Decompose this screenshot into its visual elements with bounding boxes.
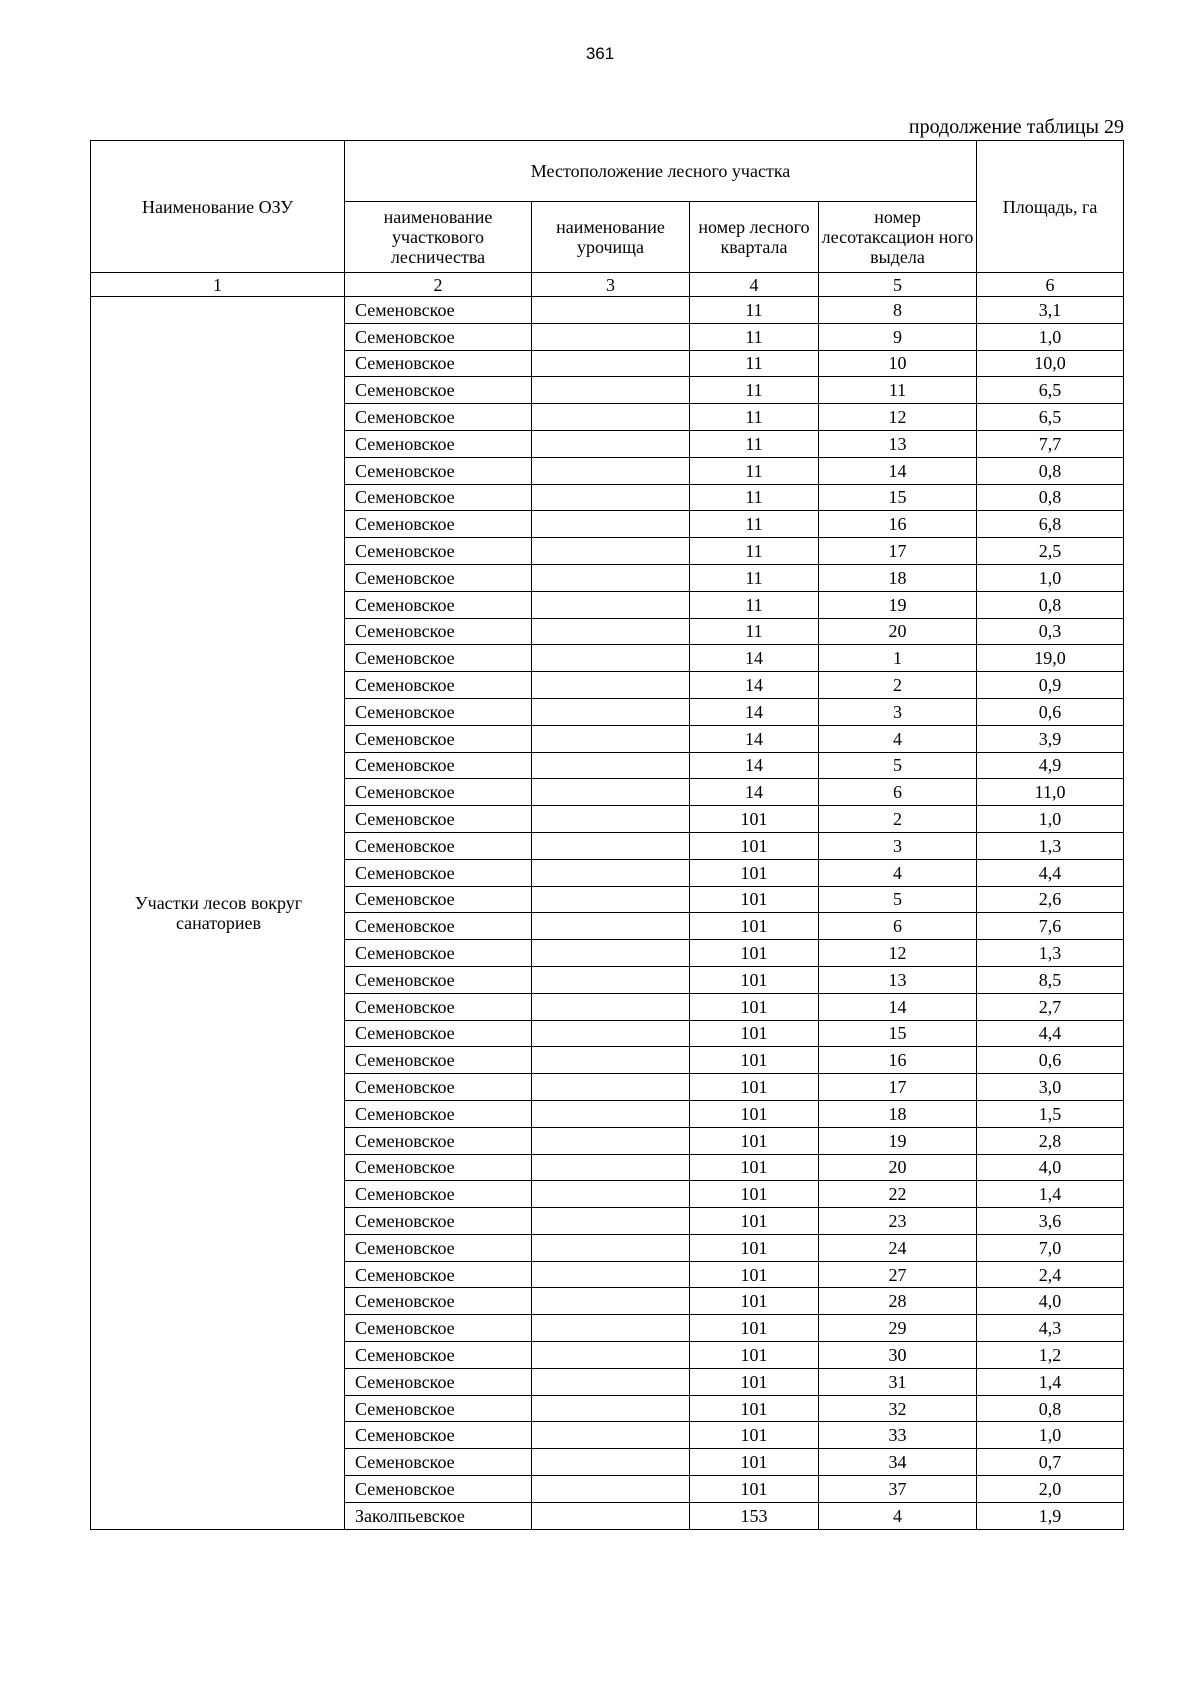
forest-quarter-cell: 101 — [690, 1234, 819, 1261]
forestry-unit-cell: Семеновское — [345, 1154, 532, 1181]
forestry-unit-cell: Семеновское — [345, 779, 532, 806]
forestry-unit-cell: Семеновское — [345, 1181, 532, 1208]
forest-quarter-cell: 101 — [690, 859, 819, 886]
forestry-unit-cell: Семеновское — [345, 1047, 532, 1074]
forest-quarter-cell: 101 — [690, 1422, 819, 1449]
tract-cell — [532, 1368, 690, 1395]
forest-quarter-cell: 101 — [690, 1047, 819, 1074]
forestry-unit-cell: Семеновское — [345, 430, 532, 457]
forestry-unit-cell: Семеновское — [345, 1342, 532, 1369]
tract-cell — [532, 725, 690, 752]
forestry-unit-cell: Семеновское — [345, 404, 532, 431]
tract-cell — [532, 1449, 690, 1476]
forest-quarter-cell: 101 — [690, 1288, 819, 1315]
forest-quarter-cell: 11 — [690, 404, 819, 431]
forest-quarter-cell: 101 — [690, 940, 819, 967]
tract-cell — [532, 350, 690, 377]
tract-cell — [532, 1288, 690, 1315]
forestry-unit-cell: Семеновское — [345, 806, 532, 833]
forestry-unit-cell: Заколпьевское — [345, 1502, 532, 1529]
area-cell: 0,9 — [977, 672, 1124, 699]
forestry-unit-cell: Семеновское — [345, 297, 532, 324]
area-cell: 2,7 — [977, 993, 1124, 1020]
forestry-unit-cell: Семеновское — [345, 350, 532, 377]
table-continuation-label: продолжение таблицы 29 — [908, 116, 1124, 138]
forestry-unit-cell: Семеновское — [345, 1315, 532, 1342]
table-row — [91, 297, 1124, 324]
area-cell: 2,0 — [977, 1476, 1124, 1503]
forest-quarter-cell: 101 — [690, 806, 819, 833]
forest-quarter-cell: 101 — [690, 1127, 819, 1154]
forest-quarter-cell: 101 — [690, 966, 819, 993]
forest-quarter-cell: 11 — [690, 323, 819, 350]
tract-cell — [532, 1395, 690, 1422]
tract-cell — [532, 1047, 690, 1074]
header-location: Местоположение лесного участка — [345, 141, 977, 202]
forest-quarter-cell: 11 — [690, 484, 819, 511]
tract-cell — [532, 430, 690, 457]
column-number: 2 — [345, 273, 532, 297]
taxation-plot-cell: 12 — [819, 940, 977, 967]
forestry-unit-cell: Семеновское — [345, 1208, 532, 1235]
forestry-unit-cell: Семеновское — [345, 1449, 532, 1476]
forestry-unit-cell: Семеновское — [345, 940, 532, 967]
tract-cell — [532, 1181, 690, 1208]
tract-cell — [532, 1342, 690, 1369]
area-cell: 1,5 — [977, 1100, 1124, 1127]
area-cell: 4,0 — [977, 1154, 1124, 1181]
tract-cell — [532, 940, 690, 967]
forest-quarter-cell: 14 — [690, 672, 819, 699]
forest-quarter-cell: 101 — [690, 1100, 819, 1127]
taxation-plot-cell: 27 — [819, 1261, 977, 1288]
forestry-unit-cell: Семеновское — [345, 645, 532, 672]
area-cell: 0,6 — [977, 698, 1124, 725]
taxation-plot-cell: 17 — [819, 538, 977, 565]
area-cell: 7,0 — [977, 1234, 1124, 1261]
tract-cell — [532, 832, 690, 859]
forest-quarter-cell: 101 — [690, 1395, 819, 1422]
taxation-plot-cell: 34 — [819, 1449, 977, 1476]
area-cell: 1,0 — [977, 323, 1124, 350]
forestry-unit-cell: Семеновское — [345, 511, 532, 538]
taxation-plot-cell: 24 — [819, 1234, 977, 1261]
forestry-unit-cell: Семеновское — [345, 618, 532, 645]
area-cell: 1,3 — [977, 832, 1124, 859]
tract-cell — [532, 404, 690, 431]
forest-quarter-cell: 101 — [690, 1154, 819, 1181]
forestry-unit-cell: Семеновское — [345, 672, 532, 699]
forest-quarter-cell: 14 — [690, 645, 819, 672]
column-number: 1 — [91, 273, 345, 297]
taxation-plot-cell: 5 — [819, 886, 977, 913]
tract-cell — [532, 1502, 690, 1529]
taxation-plot-cell: 13 — [819, 430, 977, 457]
taxation-plot-cell: 22 — [819, 1181, 977, 1208]
forest-quarter-cell: 11 — [690, 618, 819, 645]
tract-cell — [532, 538, 690, 565]
area-cell: 4,3 — [977, 1315, 1124, 1342]
area-cell: 6,5 — [977, 377, 1124, 404]
ozu-group-name: Участки лесов вокруг санаториев — [91, 297, 345, 1530]
tract-cell — [532, 618, 690, 645]
forestry-unit-cell: Семеновское — [345, 832, 532, 859]
taxation-plot-cell: 28 — [819, 1288, 977, 1315]
taxation-plot-cell: 37 — [819, 1476, 977, 1503]
forest-quarter-cell: 101 — [690, 1020, 819, 1047]
taxation-plot-cell: 23 — [819, 1208, 977, 1235]
forest-quarter-cell: 101 — [690, 832, 819, 859]
header-tract: наименование урочища — [532, 202, 690, 273]
tract-cell — [532, 698, 690, 725]
forest-quarter-cell: 11 — [690, 538, 819, 565]
forestry-unit-cell: Семеновское — [345, 1020, 532, 1047]
tract-cell — [532, 752, 690, 779]
area-cell: 0,8 — [977, 457, 1124, 484]
area-cell: 1,4 — [977, 1368, 1124, 1395]
tract-cell — [532, 297, 690, 324]
forest-quarter-cell: 101 — [690, 1342, 819, 1369]
area-cell: 0,8 — [977, 591, 1124, 618]
tract-cell — [532, 1127, 690, 1154]
area-cell: 3,0 — [977, 1074, 1124, 1101]
forest-quarter-cell: 11 — [690, 297, 819, 324]
taxation-plot-cell: 13 — [819, 966, 977, 993]
forest-quarter-cell: 14 — [690, 725, 819, 752]
taxation-plot-cell: 14 — [819, 993, 977, 1020]
taxation-plot-cell: 15 — [819, 484, 977, 511]
taxation-plot-cell: 30 — [819, 1342, 977, 1369]
forest-quarter-cell: 101 — [690, 993, 819, 1020]
area-cell: 19,0 — [977, 645, 1124, 672]
tract-cell — [532, 1100, 690, 1127]
header-forest-quarter: номер лесного квартала — [690, 202, 819, 273]
forest-quarter-cell: 101 — [690, 1074, 819, 1101]
area-cell: 1,4 — [977, 1181, 1124, 1208]
forestry-unit-cell: Семеновское — [345, 1368, 532, 1395]
forest-quarter-cell: 11 — [690, 430, 819, 457]
tract-cell — [532, 993, 690, 1020]
taxation-plot-cell: 32 — [819, 1395, 977, 1422]
column-number: 4 — [690, 273, 819, 297]
taxation-plot-cell: 2 — [819, 672, 977, 699]
taxation-plot-cell: 16 — [819, 511, 977, 538]
forestry-unit-cell: Семеновское — [345, 591, 532, 618]
taxation-plot-cell: 6 — [819, 779, 977, 806]
forestry-unit-cell: Семеновское — [345, 859, 532, 886]
taxation-plot-cell: 4 — [819, 725, 977, 752]
area-cell: 2,6 — [977, 886, 1124, 913]
table-body — [91, 297, 1124, 1530]
area-cell: 3,6 — [977, 1208, 1124, 1235]
forestry-unit-cell: Семеновское — [345, 484, 532, 511]
forestry-unit-cell: Семеновское — [345, 913, 532, 940]
tract-cell — [532, 1476, 690, 1503]
area-cell: 11,0 — [977, 779, 1124, 806]
forestry-unit-cell: Семеновское — [345, 698, 532, 725]
area-cell: 10,0 — [977, 350, 1124, 377]
area-cell: 0,8 — [977, 1395, 1124, 1422]
taxation-plot-cell: 9 — [819, 323, 977, 350]
taxation-plot-cell: 4 — [819, 1502, 977, 1529]
forest-quarter-cell: 14 — [690, 752, 819, 779]
forestry-unit-cell: Семеновское — [345, 538, 532, 565]
forest-quarter-cell: 11 — [690, 591, 819, 618]
tract-cell — [532, 645, 690, 672]
header-forestry-unit: наименование участкового лесничества — [345, 202, 532, 273]
forest-quarter-cell: 153 — [690, 1502, 819, 1529]
forestry-unit-cell: Семеновское — [345, 1234, 532, 1261]
area-cell: 0,8 — [977, 484, 1124, 511]
column-number: 5 — [819, 273, 977, 297]
taxation-plot-cell: 19 — [819, 1127, 977, 1154]
area-cell: 4,4 — [977, 1020, 1124, 1047]
forestry-unit-cell: Семеновское — [345, 993, 532, 1020]
area-cell: 3,1 — [977, 297, 1124, 324]
tract-cell — [532, 1422, 690, 1449]
taxation-plot-cell: 18 — [819, 564, 977, 591]
tract-cell — [532, 457, 690, 484]
taxation-plot-cell: 6 — [819, 913, 977, 940]
forestry-unit-cell: Семеновское — [345, 1074, 532, 1101]
forest-quarter-cell: 101 — [690, 1181, 819, 1208]
forestry-unit-cell: Семеновское — [345, 1261, 532, 1288]
tract-cell — [532, 1020, 690, 1047]
area-cell: 2,4 — [977, 1261, 1124, 1288]
forest-quarter-cell: 101 — [690, 1208, 819, 1235]
taxation-plot-cell: 16 — [819, 1047, 977, 1074]
tract-cell — [532, 1261, 690, 1288]
taxation-plot-cell: 4 — [819, 859, 977, 886]
area-cell: 0,3 — [977, 618, 1124, 645]
taxation-plot-cell: 33 — [819, 1422, 977, 1449]
area-cell: 1,2 — [977, 1342, 1124, 1369]
tract-cell — [532, 1315, 690, 1342]
forest-quarter-cell: 11 — [690, 457, 819, 484]
tract-cell — [532, 1074, 690, 1101]
forestry-unit-cell: Семеновское — [345, 457, 532, 484]
tract-cell — [532, 913, 690, 940]
area-cell: 6,5 — [977, 404, 1124, 431]
forestry-unit-cell: Семеновское — [345, 752, 532, 779]
taxation-plot-cell: 3 — [819, 698, 977, 725]
tract-cell — [532, 1154, 690, 1181]
taxation-plot-cell: 3 — [819, 832, 977, 859]
forest-quarter-cell: 101 — [690, 1476, 819, 1503]
tract-cell — [532, 323, 690, 350]
taxation-plot-cell: 31 — [819, 1368, 977, 1395]
taxation-plot-cell: 5 — [819, 752, 977, 779]
tract-cell — [532, 859, 690, 886]
area-cell: 4,4 — [977, 859, 1124, 886]
taxation-plot-cell: 20 — [819, 1154, 977, 1181]
area-cell: 2,5 — [977, 538, 1124, 565]
forestry-unit-cell: Семеновское — [345, 1288, 532, 1315]
forest-quarter-cell: 101 — [690, 1449, 819, 1476]
forestry-unit-cell: Семеновское — [345, 966, 532, 993]
forest-quarter-cell: 14 — [690, 698, 819, 725]
tract-cell — [532, 591, 690, 618]
taxation-plot-cell: 10 — [819, 350, 977, 377]
forestry-unit-cell: Семеновское — [345, 1476, 532, 1503]
forest-quarter-cell: 101 — [690, 1315, 819, 1342]
column-number: 6 — [977, 273, 1124, 297]
area-cell: 2,8 — [977, 1127, 1124, 1154]
area-cell: 4,0 — [977, 1288, 1124, 1315]
area-cell: 1,0 — [977, 806, 1124, 833]
taxation-plot-cell: 17 — [819, 1074, 977, 1101]
tract-cell — [532, 806, 690, 833]
forest-plots-table — [90, 140, 1124, 1530]
taxation-plot-cell: 12 — [819, 404, 977, 431]
taxation-plot-cell: 2 — [819, 806, 977, 833]
forestry-unit-cell: Семеновское — [345, 1127, 532, 1154]
forest-quarter-cell: 11 — [690, 377, 819, 404]
header-taxation-plot: номер лесотаксацион ного выдела — [819, 202, 977, 273]
tract-cell — [532, 779, 690, 806]
taxation-plot-cell: 11 — [819, 377, 977, 404]
tract-cell — [532, 564, 690, 591]
tract-cell — [532, 1208, 690, 1235]
forestry-unit-cell: Семеновское — [345, 1422, 532, 1449]
taxation-plot-cell: 15 — [819, 1020, 977, 1047]
taxation-plot-cell: 19 — [819, 591, 977, 618]
forest-quarter-cell: 11 — [690, 511, 819, 538]
area-cell: 0,7 — [977, 1449, 1124, 1476]
area-cell: 3,9 — [977, 725, 1124, 752]
forest-quarter-cell: 101 — [690, 886, 819, 913]
taxation-plot-cell: 14 — [819, 457, 977, 484]
area-cell: 0,6 — [977, 1047, 1124, 1074]
forest-quarter-cell: 101 — [690, 913, 819, 940]
header-area: Площадь, га — [977, 141, 1124, 273]
forestry-unit-cell: Семеновское — [345, 564, 532, 591]
tract-cell — [532, 886, 690, 913]
forest-quarter-cell: 101 — [690, 1368, 819, 1395]
area-cell: 1,9 — [977, 1502, 1124, 1529]
area-cell: 7,7 — [977, 430, 1124, 457]
area-cell: 1,0 — [977, 1422, 1124, 1449]
header-ozu-name: Наименование ОЗУ — [91, 141, 345, 273]
page-number: 361 — [585, 44, 615, 63]
area-cell: 6,8 — [977, 511, 1124, 538]
forestry-unit-cell: Семеновское — [345, 725, 532, 752]
taxation-plot-cell: 18 — [819, 1100, 977, 1127]
forestry-unit-cell: Семеновское — [345, 323, 532, 350]
forest-quarter-cell: 101 — [690, 1261, 819, 1288]
forestry-unit-cell: Семеновское — [345, 1395, 532, 1422]
forest-quarter-cell: 14 — [690, 779, 819, 806]
column-number: 3 — [532, 273, 690, 297]
area-cell: 7,6 — [977, 913, 1124, 940]
forest-quarter-cell: 11 — [690, 350, 819, 377]
tract-cell — [532, 511, 690, 538]
tract-cell — [532, 484, 690, 511]
forestry-unit-cell: Семеновское — [345, 1100, 532, 1127]
tract-cell — [532, 966, 690, 993]
taxation-plot-cell: 1 — [819, 645, 977, 672]
area-cell: 8,5 — [977, 966, 1124, 993]
area-cell: 1,3 — [977, 940, 1124, 967]
taxation-plot-cell: 20 — [819, 618, 977, 645]
forestry-unit-cell: Семеновское — [345, 377, 532, 404]
taxation-plot-cell: 8 — [819, 297, 977, 324]
tract-cell — [532, 1234, 690, 1261]
tract-cell — [532, 377, 690, 404]
tract-cell — [532, 672, 690, 699]
taxation-plot-cell: 29 — [819, 1315, 977, 1342]
forestry-unit-cell: Семеновское — [345, 886, 532, 913]
area-cell: 1,0 — [977, 564, 1124, 591]
forest-quarter-cell: 11 — [690, 564, 819, 591]
area-cell: 4,9 — [977, 752, 1124, 779]
